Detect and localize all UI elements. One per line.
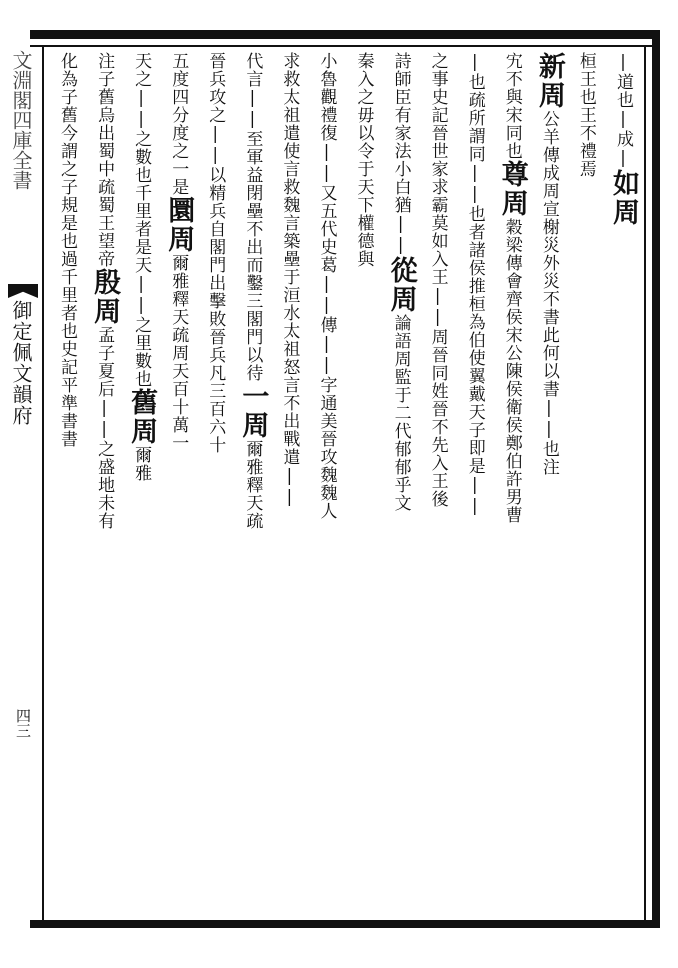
frame-top-rule [30,30,660,39]
entry-text: 千里者是天||之里數也 [131,184,152,388]
text-column [384,52,418,914]
text-column [347,52,381,914]
text-column [87,52,121,914]
text-column [235,52,269,914]
text-column [495,52,529,914]
margin-rule [42,45,44,922]
entry-text: 爾雅釋天疏周天百十萬一 [168,254,189,452]
text-column [161,52,195,914]
entry-headword: 殷周 [89,268,121,326]
entry-text: 天之||之數也 [131,52,152,184]
margin-page-number: 四三 [14,708,32,738]
text-column [124,52,158,914]
entry-headword: 圜周 [163,196,195,254]
entry-text: |道也 [612,52,633,109]
annotation-text: 桓王也王不禮焉 [575,52,596,178]
margin-book-title: 御定佩文韻府 [9,300,33,426]
entry-text: 求救太祖遣使言救魏言築壘于洹水太祖怒言不出戰遣|| [279,52,300,508]
entry-text: 宄不與宋同也 [501,52,522,160]
entry-text: 爾雅釋天疏 [242,440,263,530]
entry-text: 代言||至軍益閉壘不出而鑿三閣門以待 [242,52,263,382]
entry-text: 小魯觀禮復||又五代史葛||傳||字通美晉攻魏魏人 [316,52,337,520]
frame-right-inner-rule [644,45,646,922]
entry-text: 注子舊烏出蜀中疏蜀王望帝 [94,52,115,268]
entry-text: 晉兵攻之||以精兵自閣門出擊敗晉兵 [205,52,226,364]
entry-headword: 新周 [533,52,565,110]
entry-text: |成| [612,109,633,169]
entry-text: 之事史記晉世家求霸莫如入王||周晉同姓晉不先入王後 [427,52,448,508]
entry-text: 五度四分度之一是 [168,52,189,196]
text-column [198,52,232,914]
entry-text: 孟子夏后||之盛地未有 [94,326,115,530]
frame-top-inner-rule [30,45,654,47]
text-column [272,52,306,914]
frame-bottom-rule [30,920,660,928]
frame-right-rule [652,30,660,928]
entry-text: 爾雅 [131,446,152,482]
entry-headword: 從周 [385,256,417,314]
entry-text: 化為子舊今謂之子規是也 [57,52,77,250]
entry-text: 過千里者也史記平準書書 [57,250,77,448]
text-column [421,52,455,914]
entry-text: 秦入之毋以令于天下權德與 [353,52,374,268]
text-columns [50,52,640,914]
fishtail-mark-icon [8,284,38,298]
entry-text: 凡三百六十 [205,364,226,454]
text-column [532,52,566,914]
text-column [50,52,84,914]
text-column [569,52,603,914]
entry-text: 穀梁傳會齊侯宋公陳侯衛侯鄭伯許男曹 [501,218,522,524]
entry-text: |也疏所謂同||也者諸侯推桓為伯使翼戴天子即是|| [464,52,485,517]
entry-headword: 舊周 [126,388,158,446]
text-column [606,52,640,914]
entry-headword: 一周 [237,382,269,440]
entry-text: 公羊傳成周宣榭災外災不書此何以書||也注 [538,110,559,476]
entry-headword: 如周 [607,169,639,227]
margin-series-title: 文淵閣四庫全書 [9,50,33,190]
entry-text: 論語周監于二代郁郁乎文 [390,314,411,512]
text-column [458,52,492,914]
entry-text: 詩師臣有家法小白猶|| [390,52,411,256]
text-column [309,52,343,914]
entry-headword: 尊周 [496,160,528,218]
